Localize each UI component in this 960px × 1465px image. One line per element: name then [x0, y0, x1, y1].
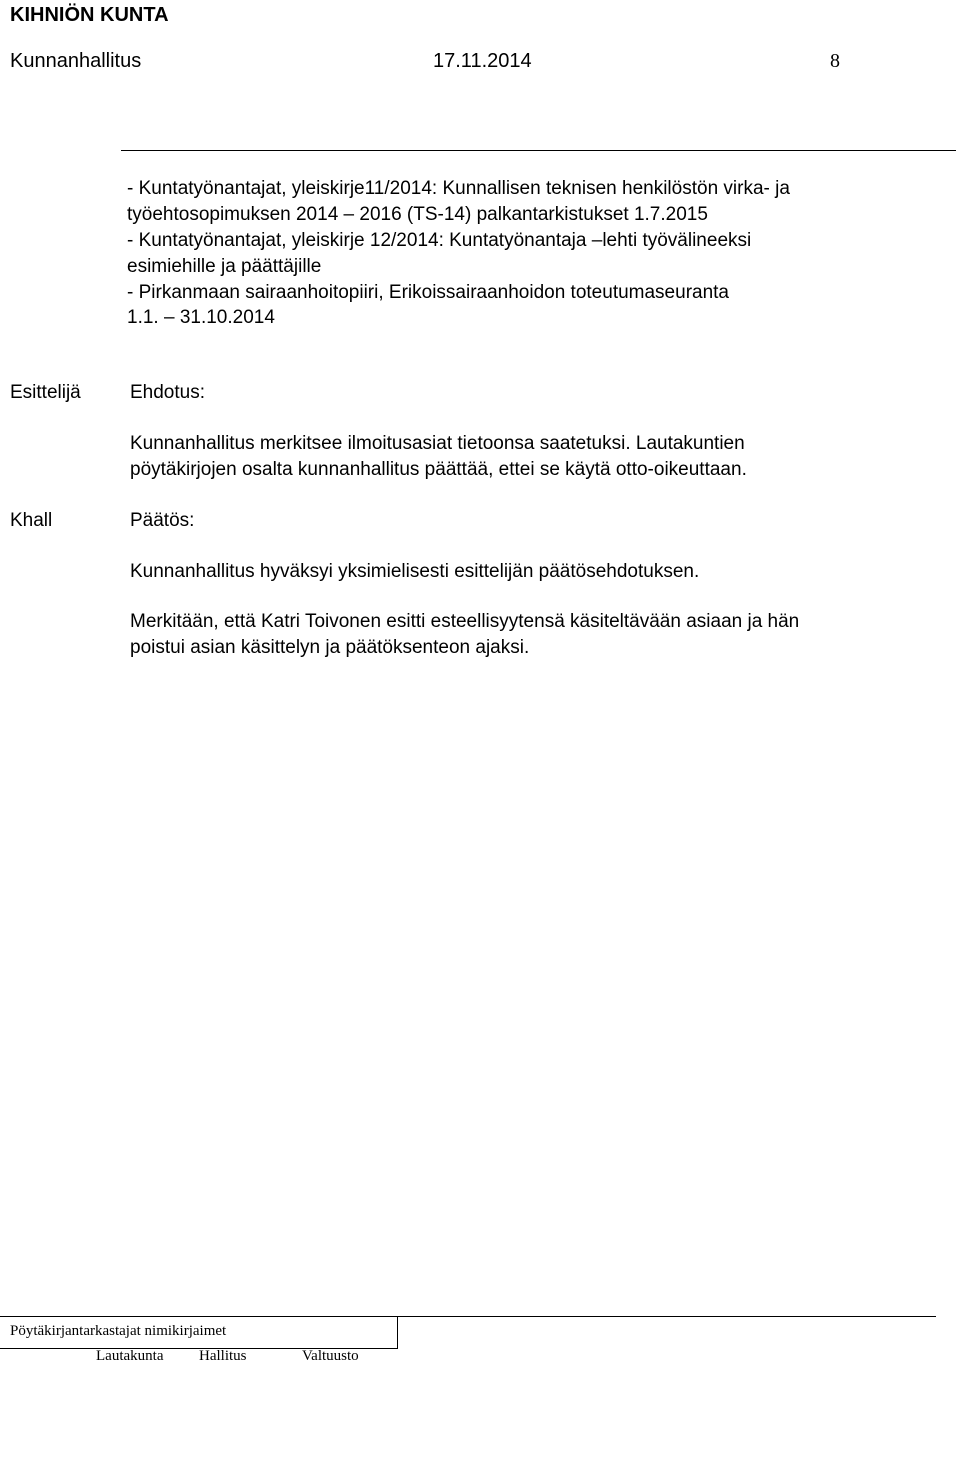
list-line: - Kuntatyönantajat, yleiskirje 12/2014: Kuntatyönantaja –lehti työvälineeksi [127, 230, 752, 251]
list-line: esimiehille ja päättäjille [127, 256, 322, 277]
signature-column-government: Hallitus [199, 1348, 247, 1364]
decision-note: Merkitään, että Katri Toivonen esitti esteellisyytensä käsiteltävään asiaan ja hän [130, 611, 800, 632]
proposal-heading: Ehdotus: [130, 382, 205, 403]
decision-note: poistui asian käsittelyn ja päätöksenteon ajaksi. [130, 637, 530, 658]
signatures-label: Pöytäkirjantarkastajat nimikirjaimet [10, 1323, 227, 1339]
signature-column-council: Valtuusto [302, 1348, 359, 1364]
list-line: 1.1. – 31.10.2014 [127, 307, 275, 328]
proposal-text: Kunnanhallitus merkitsee ilmoitusasiat tietoonsa saatetuksi. Lautakuntien [130, 433, 745, 454]
body-name: Kunnanhallitus [10, 50, 142, 72]
decision-body-label: Khall [10, 510, 53, 531]
list-line: - Kuntatyönantajat, yleiskirje11/2014: Kunnallisen teknisen henkilöstön virka- ja [127, 178, 790, 199]
presenter-label: Esittelijä [10, 382, 81, 403]
footer-top-rule [0, 1316, 936, 1317]
list-line: - Pirkanmaan sairaanhoitopiiri, Erikoissairaanhoidon toteutumaseuranta [127, 282, 729, 303]
page-number: 8 [830, 50, 840, 72]
decision-text: Kunnanhallitus hyväksyi yksimielisesti esittelijän päätösehdotuksen. [130, 561, 700, 582]
footer-divider [397, 1316, 398, 1349]
header-divider [121, 150, 956, 151]
meeting-date: 17.11.2014 [433, 50, 532, 72]
list-line: työehtosopimuksen 2014 – 2016 (TS-14) palkantarkistukset 1.7.2015 [127, 204, 708, 225]
decision-heading: Päätös: [130, 510, 195, 531]
organization-name: KIHNIÖN KUNTA [10, 4, 169, 26]
signature-column-board: Lautakunta [96, 1348, 164, 1364]
proposal-text: pöytäkirjojen osalta kunnanhallitus päättää, ettei se käytä otto-oikeuttaan. [130, 459, 747, 480]
